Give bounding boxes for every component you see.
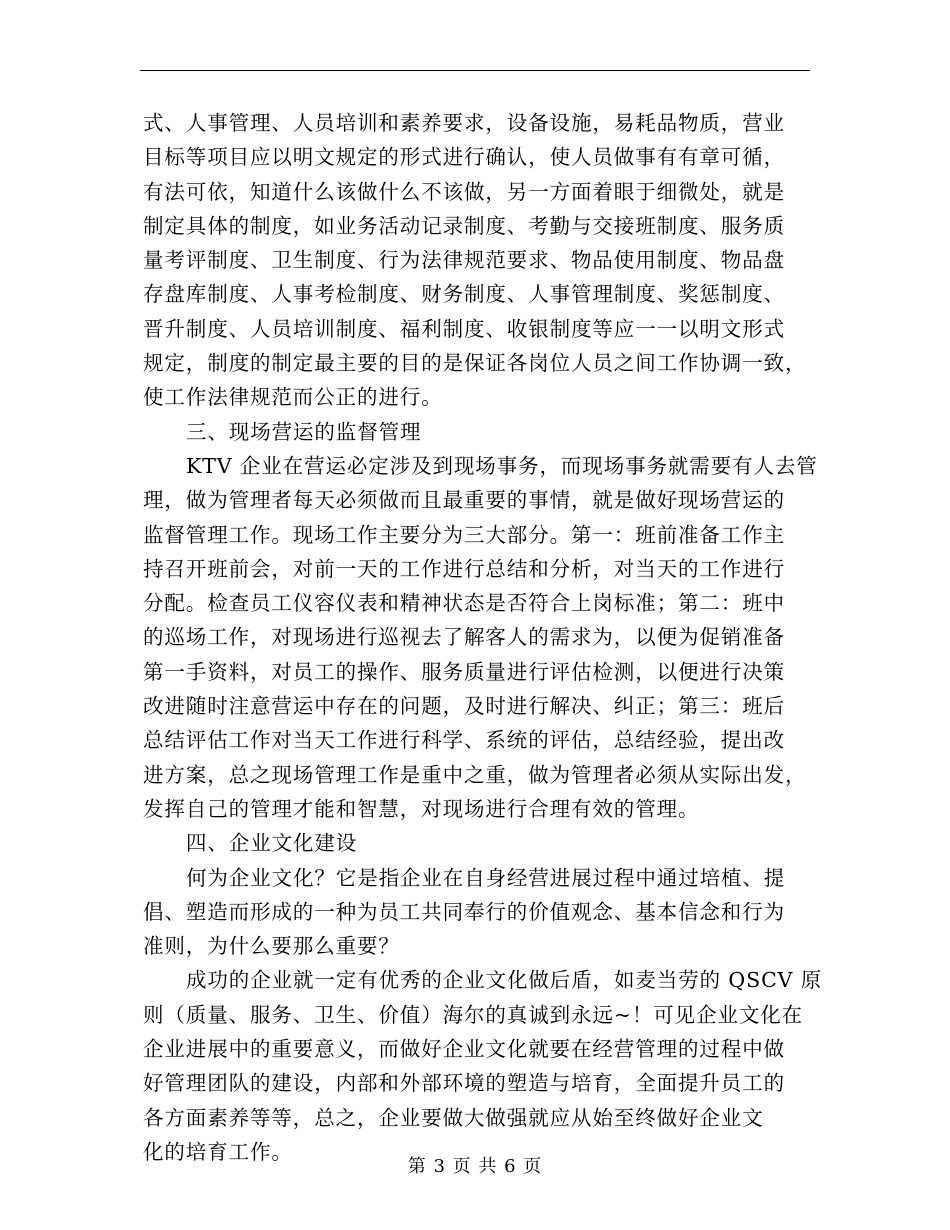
heading-text: 四、企业文化建设 (186, 831, 358, 856)
text-line: 使工作法律规范而公正的进行。 (143, 385, 443, 410)
text-line: 目标等项目应以明文规定的形式进行确认，使人员做事有有章可循， (143, 145, 785, 170)
text-line: 成功的企业就一定有优秀的企业文化做后盾，如麦当劳的 QSCV 原 (186, 968, 823, 993)
text-line: 则（质量、服务、卫生、价值）海尔的真诚到永远~！可见企业文化在 (143, 1002, 804, 1027)
paragraph (143, 963, 823, 1169)
text-line: 晋升制度、人员培训制度、福利制度、收银制度等应一一以明文形式 (143, 316, 785, 341)
text-line: 式、人事管理、人员培训和素养要求，设备设施，易耗品物质，营业 (143, 111, 785, 135)
text-line: 准则，为什么要那么重要？ (143, 934, 400, 959)
text-line: 总结评估工作对当天工作进行科学、系统的评估，总结经验，提出改 (143, 728, 785, 753)
section-heading (143, 826, 813, 860)
text-line: 改进随时注意营运中存在的问题，及时进行解决、纠正；第三：班后 (143, 694, 785, 719)
paragraph (143, 861, 813, 964)
heading-text: 三、现场营运的监督管理 (186, 419, 422, 444)
header-rule (140, 70, 810, 71)
page-footer (0, 1152, 950, 1178)
paragraph (143, 449, 818, 826)
text-line: 好管理团队的建设，内部和外部环境的塑造与培育，全面提升员工的 (143, 1071, 785, 1096)
text-line: 的巡场工作，对现场进行巡视去了解客人的需求为，以便为促销准备 (143, 625, 785, 650)
page-number: 第 3 页 共 6 页 (407, 1156, 543, 1177)
text-line: 制定具体的制度，如业务活动记录制度、考勤与交接班制度、服务质 (143, 213, 785, 238)
text-line: 第一手资料，对员工的操作、服务质量进行评估检测，以便进行决策 (143, 659, 785, 684)
text-line: 分配。检查员工仪容仪表和精神状态是否符合上岗标准；第二：班中 (143, 591, 785, 616)
text-line: KTV 企业在营运必定涉及到现场事务，而现场事务就需要有人去管 (186, 453, 818, 478)
text-line: 规定，制度的制定最主要的目的是保证各岗位人员之间工作协调一致， (143, 351, 807, 376)
text-line: 进方案，总之现场管理工作是重中之重，做为管理者必须从实际出发， (143, 762, 807, 787)
text-line: 化的培育工作。 (143, 1139, 293, 1164)
text-line: 存盘库制度、人事考检制度、财务制度、人事管理制度、奖惩制度、 (143, 282, 785, 307)
text-line: 量考评制度、卫生制度、行为法律规范要求、物品使用制度、物品盘 (143, 248, 785, 273)
text-line: 各方面素养等等，总之，企业要做大做强就应从始至终做好企业文 (143, 1105, 764, 1130)
paragraph (143, 106, 813, 415)
text-line: 何为企业文化？它是指企业在自身经营进展过程中通过培植、提 (186, 865, 786, 890)
text-line: 企业进展中的重要意义，而做好企业文化就要在经营管理的过程中做 (143, 1037, 785, 1062)
text-line: 持召开班前会，对前一天的工作进行总结和分析，对当天的工作进行 (143, 556, 785, 581)
section-heading (143, 415, 813, 449)
text-line: 监督管理工作。现场工作主要分为三大部分。第一：班前准备工作主 (143, 522, 785, 547)
text-line: 有法可依，知道什么该做什么不该做，另一方面着眼于细微处，就是 (143, 179, 785, 204)
text-line: 理，做为管理者每天必须做而且最重要的事情，就是做好现场营运的 (143, 488, 785, 513)
text-line: 发挥自己的管理才能和智慧，对现场进行合理有效的管理。 (143, 796, 700, 821)
document-body (143, 106, 823, 1169)
text-line: 倡、塑造而形成的一种为员工共同奉行的价值观念、基本信念和行为 (143, 899, 785, 924)
